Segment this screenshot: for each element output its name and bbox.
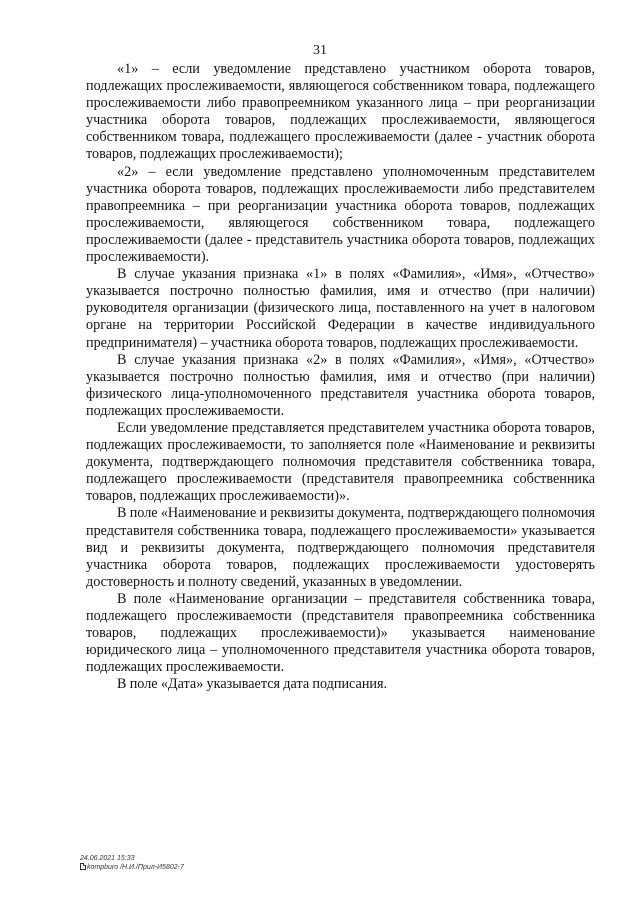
document-icon — [80, 863, 86, 870]
paragraph-sign-2: «2» – если уведомление представлено уполномоченным представителем участника оборота товаров, подлежащих прослеживаемости либо представителем правопреемника – при реорганизации участника оборота товаров, подлежащих прослеживаемости, являющегося собственником товара, подлежащего прослеживаемости (далее - представитель участника оборота товаров, подлежащих прослеживаемости). — [86, 163, 595, 266]
paragraph-sign-1-names: В случае указания признака «1» в полях «Фамилия», «Имя», «Отчество» указывается построчно полностью фамилия, имя и отчество (при наличии) руководителя организации (физического лица, поставленного на учет в налоговом органе на территории Российской Федерации в качестве индивидуального предпринимателя) – участника оборота товаров, подлежащих прослеживаемости. — [86, 266, 595, 351]
page-number: 31 — [313, 43, 327, 58]
document-body — [86, 61, 595, 693]
paragraph-sign-1: «1» – если уведомление представлено участником оборота товаров, подлежащих прослеживаемости, являющегося собственником товара, подлежащего прослеживаемости либо правопреемником указанного лица – при реорганизации участника оборота товаров, подлежащих прослеживаемости, являющегося собственником товара, подлежащего прослеживаемости (далее - участник оборота товаров, подлежащих прослеживаемости); — [86, 61, 595, 163]
paragraph-organization-name: В поле «Наименование организации – представителя собственника товара, подлежащего прослеживаемости (представителя правопреемника собственника товаров, подлежащих прослеживаемости)» указывается наименование юридического лица – уполномоченного представителя участника оборота товаров, подлежащих прослеживаемости. — [86, 590, 595, 676]
paragraph-representative: Если уведомление представляется представителем участника оборота товаров, подлежащих прослеживаемости, то заполняется поле «Наименование и реквизиты документа, подтверждающего полномочия представителя собственника товара, подлежащего прослеживаемости (представителя правопреемника собственника товаров, подлежащих прослеживаемости)». — [86, 419, 595, 505]
paragraph-authority-document: В поле «Наименование и реквизиты документа, подтверждающего полномочия представителя собственника товара, подлежащего прослеживаемости» указывается вид и реквизиты документа, подтверждающего полномочия представителя участника оборота товаров, подлежащих прослеживаемости удостоверять достоверность и полноту сведений, указанных в уведомлении. — [86, 505, 595, 590]
footer-file-ref: kompburo /Н.И./Прил-И5802-7 — [87, 864, 184, 871]
paragraph-sign-2-names: В случае указания признака «2» в полях «Фамилия», «Имя», «Отчество» указывается построчно полностью фамилия, имя и отчество (при наличии) физического лица-уполномоченного представителя участника оборота товаров, подлежащих прослеживаемости. — [86, 351, 595, 419]
paragraph-date: В поле «Дата» указывается дата подписания. — [117, 676, 388, 693]
document-footer — [80, 854, 184, 872]
footer-timestamp: 24.06.2021 15:33 — [80, 855, 135, 862]
footer-file-line — [80, 863, 184, 872]
